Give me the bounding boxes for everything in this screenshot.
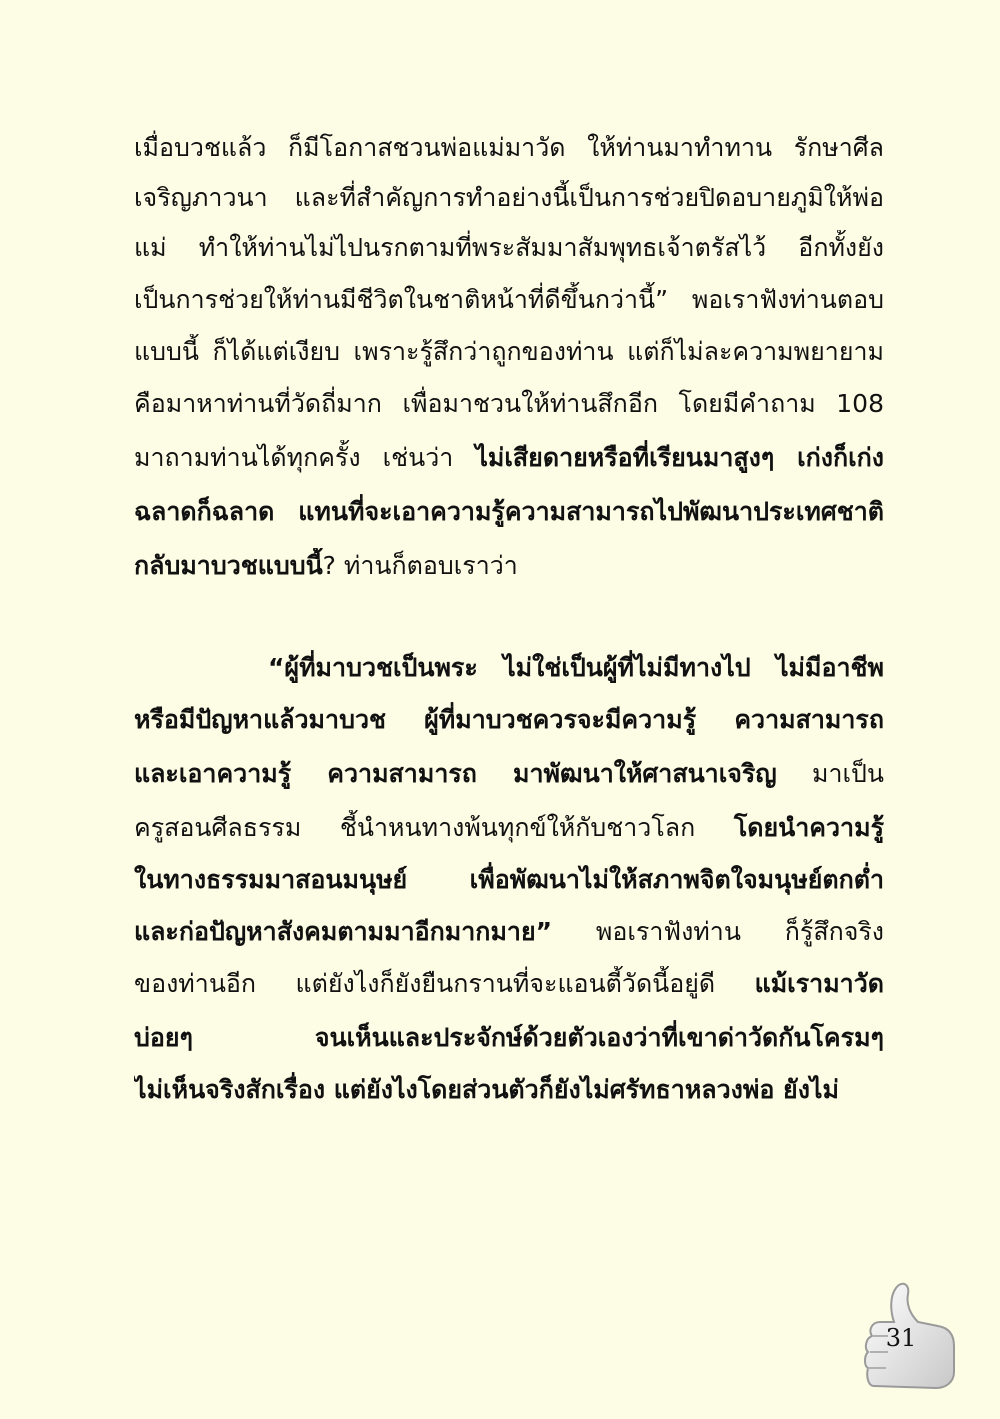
- text-span: แบบนี้ ก็ได้แต่เงียบ เพราะรู้สึกว่าถูกของท่าน แต่ก็ไม่ละความพยายาม: [134, 337, 884, 366]
- text-span: พอเราฟังท่าน ก็รู้สึกจริง: [552, 917, 884, 946]
- bold-text: โดยนำความรู้: [733, 813, 884, 842]
- text-line: [134, 1020, 884, 1060]
- text-span: เมื่อบวชแล้ว ก็มีโอกาสชวนพ่อแม่มาวัด ให้ท่านมาทำทาน รักษาศีล: [134, 133, 884, 162]
- text-line: [134, 130, 884, 170]
- text-line: [134, 862, 884, 902]
- bold-text: “ผู้ที่มาบวชเป็นพระ ไม่ใช่เป็นผู้ที่ไม่มีทางไป ไม่มีอาชีพ: [268, 653, 884, 682]
- text-line: [134, 440, 884, 480]
- page-number: 31: [885, 1324, 917, 1352]
- text-line: [134, 282, 884, 322]
- text-span: มาเป็น: [776, 759, 884, 788]
- text-span: ครูสอนศีลธรรม ชี้นำหนทางพ้นทุกข์ให้กับชาวโลก: [134, 813, 734, 842]
- text-span: คือมาหาท่านที่วัดถี่มาก เพื่อมาชวนให้ท่านสึกอีก โดยมีคำถาม 108: [134, 389, 884, 418]
- text-span: มาถามท่านได้ทุกครั้ง เช่นว่า: [134, 443, 476, 472]
- text-line: [134, 914, 884, 954]
- text-line: [134, 548, 884, 588]
- bold-text: บ่อยๆ จนเห็นและประจักษ์ด้วยตัวเองว่าที่เขาด่าวัดกันโครมๆ: [134, 1023, 884, 1052]
- text-line: [134, 230, 884, 270]
- text-line: [134, 180, 884, 220]
- bold-text: แม้เรามาวัด: [754, 969, 884, 998]
- text-line: [134, 810, 884, 850]
- text-line: [134, 386, 884, 426]
- text-line: [134, 494, 884, 534]
- bold-text: ไม่เห็นจริงสักเรื่อง แต่ยังไงโดยส่วนตัวก็ยังไม่ศรัทธาหลวงพ่อ ยังไม่: [134, 1075, 839, 1104]
- text-span: ของท่านอีก แต่ยังไงก็ยังยืนกรานที่จะแอนตี้วัดนี้อยู่ดี: [134, 969, 755, 998]
- text-line: [134, 756, 884, 796]
- bold-text: ฉลาดก็ฉลาด แทนที่จะเอาความรู้ความสามารถไปพัฒนาประเทศชาติ: [134, 497, 884, 526]
- text-span: ? ท่านก็ตอบเราว่า: [322, 551, 518, 580]
- text-line: [134, 702, 884, 742]
- text-span: เจริญภาวนา และที่สำคัญการทำอย่างนี้เป็นการช่วยปิดอบายภูมิให้พ่อ: [134, 183, 884, 212]
- bold-text: และก่อปัญหาสังคมตามมาอีกมากมาย”: [134, 917, 553, 946]
- text-span: แม่ ทำให้ท่านไม่ไปนรกตามที่พระสัมมาสัมพุทธเจ้าตรัสไว้ อีกทั้งยัง: [134, 233, 884, 262]
- text-span: เป็นการช่วยให้ท่านมีชีวิตในชาติหน้าที่ดีขึ้นกว่านี้” พอเราฟังท่านตอบ: [134, 285, 884, 314]
- bold-text: หรือมีปัญหาแล้วมาบวช ผู้ที่มาบวชควรจะมีความรู้ ความสามารถ: [134, 705, 884, 734]
- bold-text: และเอาความรู้ ความสามารถ มาพัฒนาให้ศาสนาเจริญ: [134, 759, 777, 788]
- text-line: [134, 966, 884, 1006]
- bold-text: กลับมาบวชแบบนี้: [134, 551, 323, 580]
- text-line: [134, 334, 884, 374]
- bold-text: ไม่เสียดายหรือที่เรียนมาสูงๆ เก่งก็เก่ง: [475, 443, 884, 472]
- bold-text: ในทางธรรมมาสอนมนุษย์ เพื่อพัฒนาไม่ให้สภาพจิตใจมนุษย์ตกต่ำ: [134, 865, 884, 894]
- text-line: [134, 1072, 884, 1112]
- text-line: [268, 650, 884, 690]
